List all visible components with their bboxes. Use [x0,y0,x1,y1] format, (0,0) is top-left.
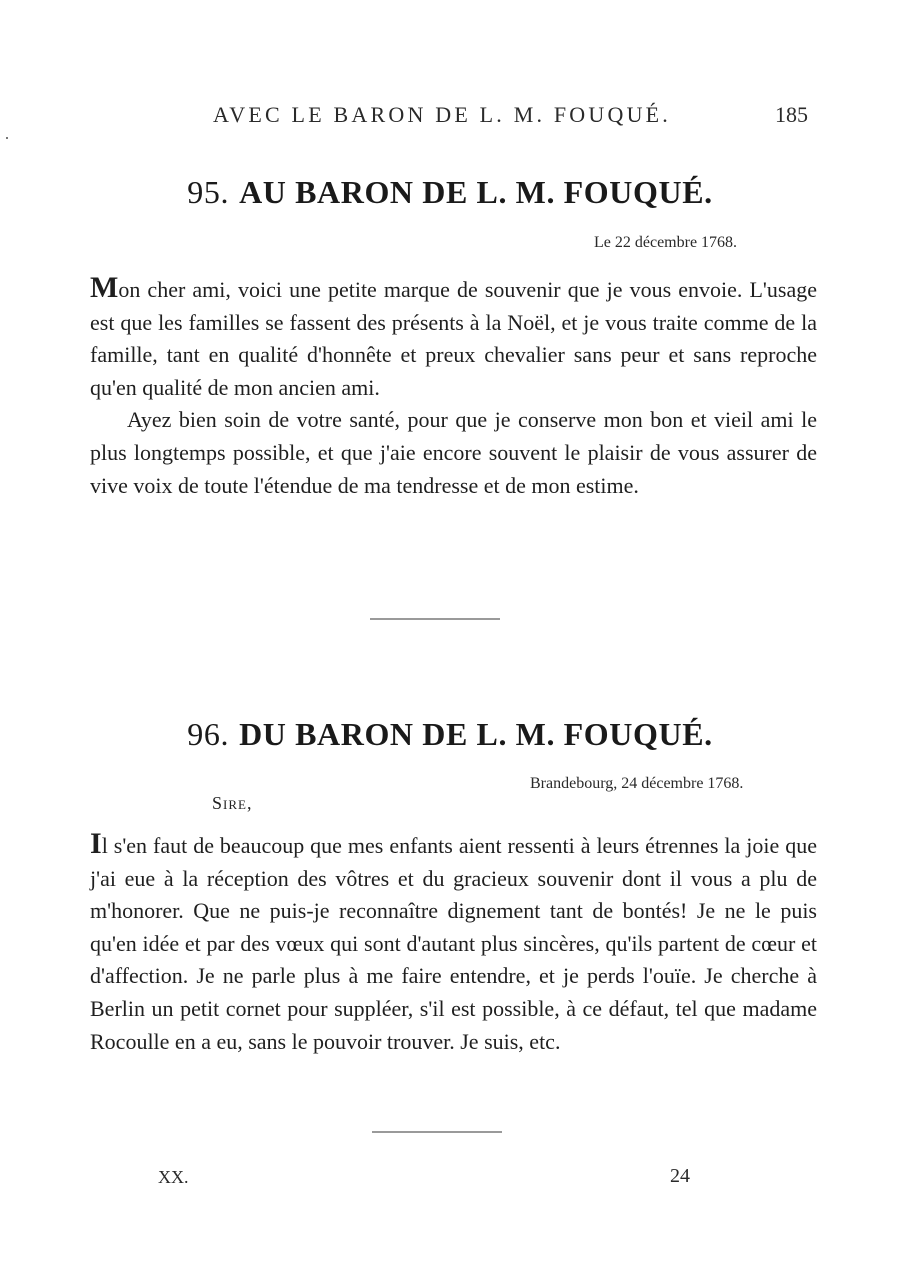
letter-95-title: AU BARON DE L. M. FOUQUÉ. [239,174,713,210]
letter-95-paragraph-1-text: on cher ami, voici une petite marque de souvenir que je vous envoie. L'usage est que les familles se fassent des présents à la Noël, et je vous traite comme de la famille, tant en qualité d'honnête et preux chevalier sans peur et sans reproche qu'en qualité de mon ancien ami. [90,277,817,400]
letter-96-paragraph-1-text: l s'en faut de beaucoup que mes enfants aient ressenti à leurs étrennes la joie que j'ai eue à la réception des vôtres et du gracieux souvenir dont il vous a plu de m'honorer. Que ne puis-je reconnaître dignement tant de bontés! Je ne le puis qu'en idée et par des vœux qui sont d'autant plus sincères, qu'ils partent de cœur et d'affection. Je ne parle plus à me faire entendre, et je perds l'ouïe. Je cherche à Berlin un petit cornet pour suppléer, s'il est possible, à ce défaut, tel que madame Rocoulle en a eu, sans le pouvoir trouver. Je suis, etc. [90,833,817,1054]
letter-95-paragraph-1 [90,273,817,404]
letter-96-body [90,829,817,1058]
letter-95-dateline: Le 22 décembre 1768. [594,234,738,251]
letter-96-paragraph-1 [90,829,817,1058]
running-head-title: AVEC LE BARON DE L. M. FOUQUÉ. [213,102,671,127]
letter-95-paragraph-2: Ayez bien soin de votre santé, pour que je conserve mon bon et vieil ami le plus longtemps possible, et que j'aie encore souvent le plaisir de vous assurer de vive voix de toute l'étendue de ma tendresse et de mon estime. [90,407,817,498]
section-divider-2 [372,1131,502,1133]
letter-95-number: 95. [187,174,230,210]
letter-96-salutation [212,793,252,814]
letter-96-number: 96. [187,716,230,752]
letter-95-heading [0,174,900,211]
letter-96-dateline: Brandebourg, 24 décembre 1768. [530,775,744,792]
letter-96-dropcap: I [90,827,102,860]
letter-95-body [90,273,817,502]
letter-95-dropcap: M [90,271,119,304]
page-speck [6,137,8,139]
letter-96-salutation-text: Sire, [212,793,253,813]
sheet-number: 24 [670,1165,690,1187]
signature-mark: XX. [158,1167,189,1187]
running-head [0,102,900,132]
section-divider-1 [370,618,500,620]
letter-96-title: DU BARON DE L. M. FOUQUÉ. [239,716,713,752]
page-number: 185 [775,102,808,127]
letter-96-heading [0,716,900,753]
